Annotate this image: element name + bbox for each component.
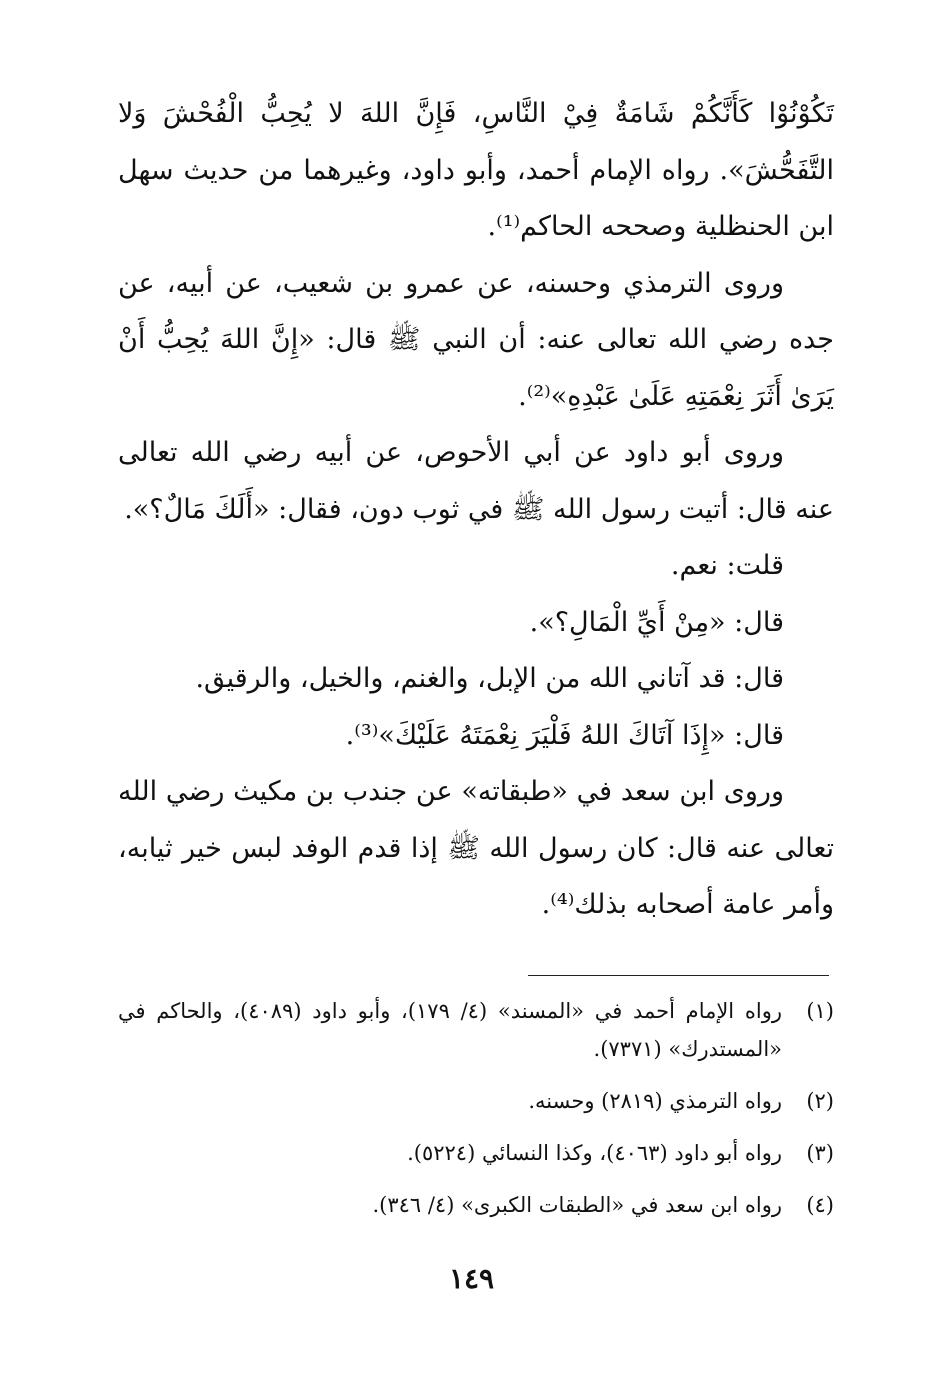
footnote-divider: [528, 975, 829, 976]
dialog-line-which-wealth: قال: «مِنْ أَيِّ الْمَالِ؟».: [529, 606, 784, 638]
footnote-number: (٢): [806, 1089, 834, 1113]
footnote-text: رواه الإمام أحمد في «المسند» (٤/ ١٧٩)، وأبو داود (٤٠٨٩)، والحاكم في «المستدرك» (٧٣٧١).: [118, 999, 782, 1061]
dialog-line-blessing: قال: «إِذَا آتَاكَ اللهُ فَلْيَرَ نِعْمَتَهُ عَلَيْكَ»⁽³⁾.: [345, 719, 784, 751]
paragraph-ibn-saad-narration: وروى ابن سعد في «طبقاته» عن جندب بن مكيث رضي الله تعالى عنه قال: كان رسول الله ﷺ إذا قدم الوفد لبس خير ثيابه، وأمر عامة أصحابه بذلك⁽⁴⁾.: [118, 776, 834, 920]
footnote-text: رواه الترمذي (٢٨١٩) وحسنه.: [528, 1089, 782, 1113]
dialog-line-wealth-list: قال: قد آتاني الله من الإبل، والغنم، والخيل، والرقيق.: [195, 663, 784, 694]
footnote-text: رواه ابن سعد في «الطبقات الكبرى» (٤/ ٣٤٦).: [372, 1193, 782, 1217]
paragraph-tirmidhi-narration: وروى الترمذي وحسنه، عن عمرو بن شعيب، عن أبيه، عن جده رضي الله تعالى عنه: أن النبي ﷺ قال: «إِنَّ اللهَ يُحِبُّ أَنْ يَرَىٰ أَثَرَ نِعْمَتِهِ عَلَىٰ عَبْدِهِ»⁽²⁾.: [118, 267, 834, 412]
footnote-item: [118, 1082, 834, 1120]
footnote-number: (١): [806, 999, 834, 1023]
page-number: ١٤٩: [448, 1262, 495, 1295]
main-body-text: [118, 86, 834, 934]
footnote-number: (٣): [806, 1141, 834, 1165]
footnote-item: [118, 1134, 834, 1172]
footnotes-section: [118, 992, 834, 1238]
paragraph-abu-dawud-narration: وروى أبو داود عن أبي الأحوص، عن أبيه رضي الله تعالى عنه قال: أتيت رسول الله ﷺ في ثوب دون، فقال: «أَلَكَ مَالٌ؟».: [118, 437, 834, 525]
footnote-number: (٤): [806, 1193, 834, 1217]
footnote-item: [118, 1186, 834, 1224]
dialog-line-yes: قلت: نعم.: [670, 550, 784, 581]
paragraph-hadith-continuation: تَكُوْنُوْا كَأَنَّكُمْ شَامَةٌ فِيْ النَّاسِ، فَإِنَّ اللهَ لا يُحِبُّ الْفُحْشَ وَلا التَّفَحُّشَ». رواه الإمام أحمد، وأبو داود، وغيرهما من حديث سهل ابن الحنظلية وصححه الحاكم⁽¹⁾.: [118, 98, 834, 242]
footnote-item: [118, 992, 834, 1068]
footnote-text: رواه أبو داود (٤٠٦٣)، وكذا النسائي (٥٢٢٤).: [407, 1141, 782, 1165]
